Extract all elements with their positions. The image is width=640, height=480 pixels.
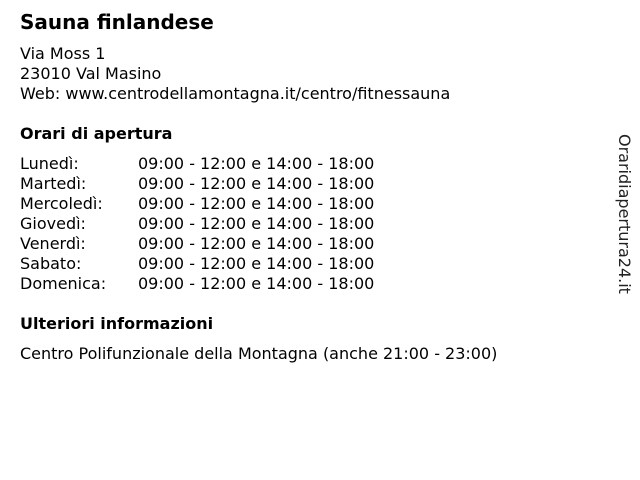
day-label: Domenica: [20,274,107,293]
day-label: Giovedì: [20,214,86,233]
page-title: Sauna finlandese [20,10,214,34]
day-label: Sabato: [20,254,82,273]
hours-row-saturday [20,254,440,274]
additional-info-text: Centro Polifunzionale della Montagna (anche 21:00 - 23:00) [20,344,498,363]
address-web: Web: www.centrodellamontagna.it/centro/fitnessauna [20,84,451,103]
hours-row-thursday [20,214,440,234]
hours-row-tuesday [20,174,440,194]
day-label: Mercoledì: [20,194,103,213]
hours-row-friday [20,234,440,254]
day-label: Venerdì: [20,234,86,253]
opening-hours-table [20,154,440,294]
time-value: 09:00 - 12:00 e 14:00 - 18:00 [138,234,375,253]
additional-info-heading: Ulteriori informazioni [20,314,214,333]
time-value: 09:00 - 12:00 e 14:00 - 18:00 [138,174,375,193]
time-value: 09:00 - 12:00 e 14:00 - 18:00 [138,214,375,233]
watermark [612,134,636,310]
hours-row-monday [20,154,440,174]
address-block [20,44,450,104]
hours-row-sunday [20,274,440,294]
address-street: Via Moss 1 [20,44,106,63]
day-label: Martedì: [20,174,87,193]
time-value: 09:00 - 12:00 e 14:00 - 18:00 [138,254,375,273]
time-value: 09:00 - 12:00 e 14:00 - 18:00 [138,274,375,293]
time-value: 09:00 - 12:00 e 14:00 - 18:00 [138,154,375,173]
address-city: 23010 Val Masino [20,64,162,83]
watermark-text: Oraridiapertura24.it [615,134,634,294]
hours-row-wednesday [20,194,440,214]
day-label: Lunedì: [20,154,79,173]
time-value: 09:00 - 12:00 e 14:00 - 18:00 [138,194,375,213]
opening-hours-heading: Orari di apertura [20,124,173,143]
